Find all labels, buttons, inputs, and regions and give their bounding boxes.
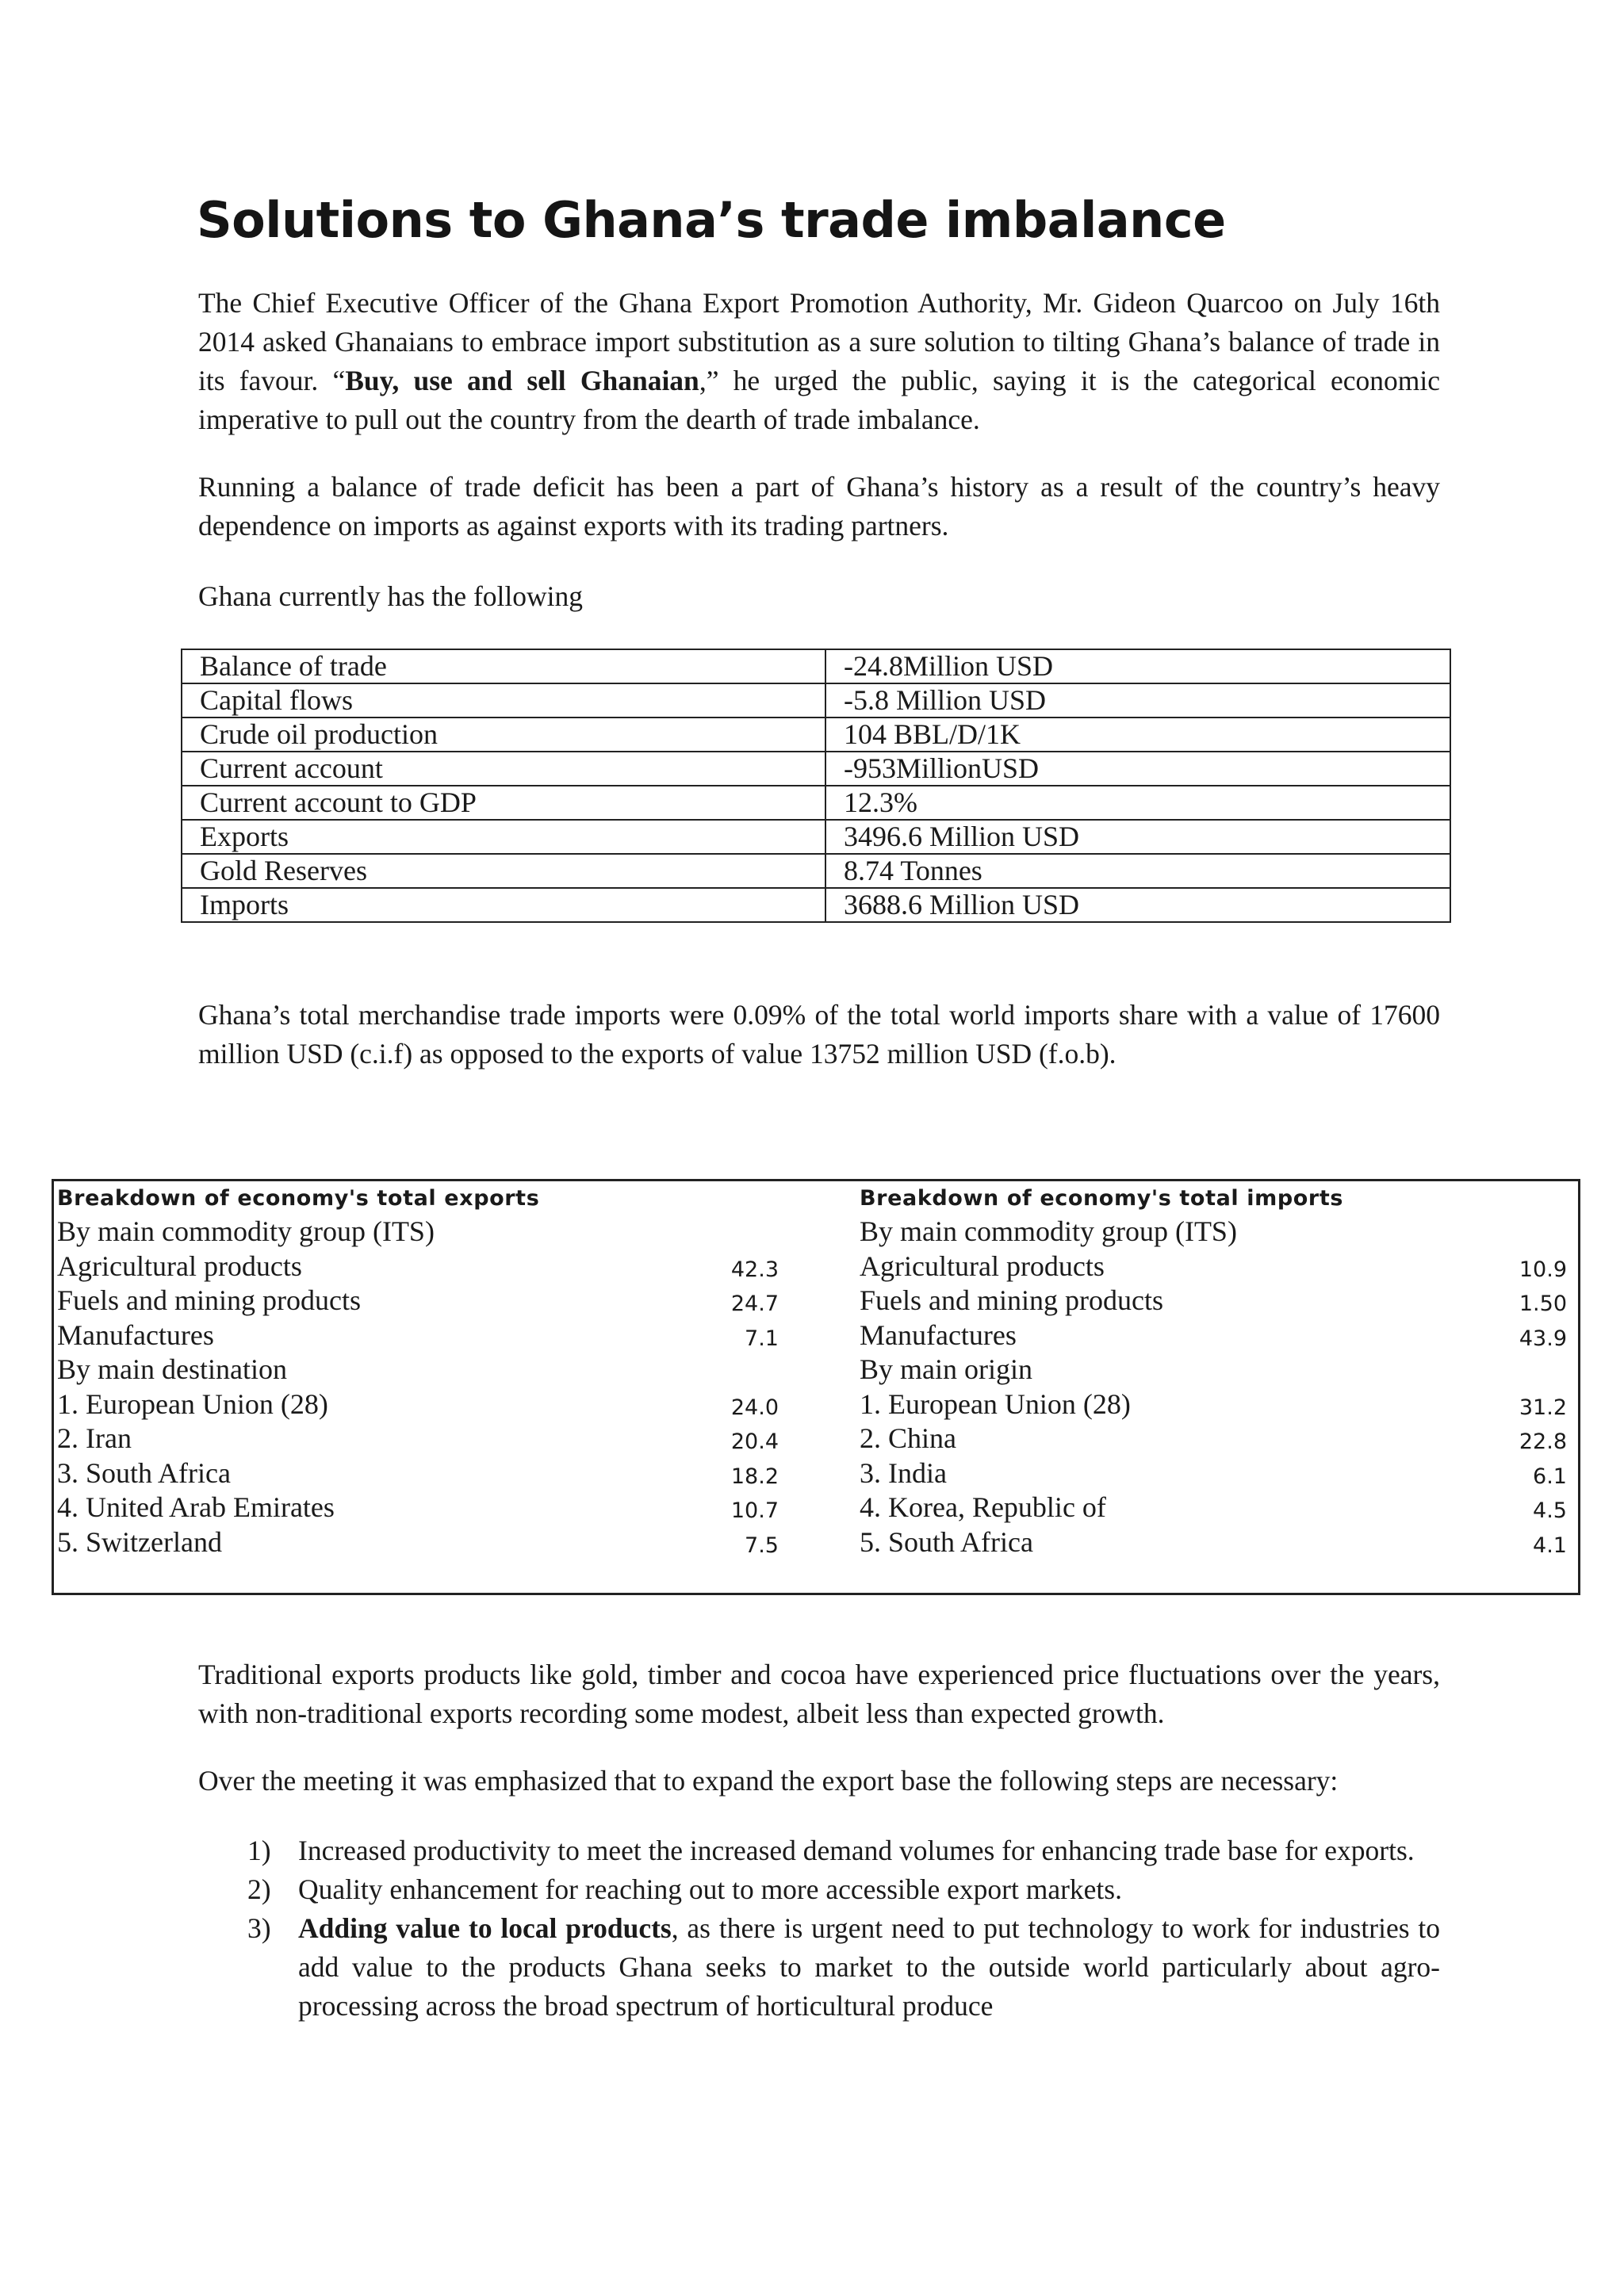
step-text: , as there is urgent need to put technology to work for industries to add value to the products Ghana seeks to market to the outside world particularly about agro-processing across the broad spectrum of horticultural produce <box>298 1912 1440 2022</box>
row-value: 18.2 <box>730 1464 779 1489</box>
list-item <box>57 1422 779 1456</box>
list-item <box>57 1215 779 1249</box>
indicator-label: Imports <box>182 888 825 922</box>
list-item <box>198 1909 1440 2026</box>
row-value: 24.7 <box>730 1292 779 1316</box>
row-label: 3. India <box>860 1456 947 1489</box>
row-label: By main commodity group (ITS) <box>57 1215 435 1247</box>
deficit-paragraph: Running a balance of trade deficit has been a part of Ghana’s history as a result of the country’s heavy dependence on imports as against exports with its trading partners. <box>198 471 1440 541</box>
table-row <box>182 649 1450 683</box>
row-value: 7.1 <box>745 1326 779 1351</box>
row-value: 20.4 <box>730 1429 779 1454</box>
list-item <box>860 1525 1567 1560</box>
intro-text-before: The Chief Executive Officer of the Ghana Export Promotion Authority, Mr. Gideon Quarcoo on July 16th 2014 asked Ghanaians to embrace import substitution as a sure solution to tilting Ghana’s balance of trade in its favour. “ <box>198 287 1440 396</box>
row-value: 4.5 <box>1533 1498 1567 1523</box>
row-label: By main destination <box>57 1353 287 1385</box>
step-text: Increased productivity to meet the increased demand volumes for enhancing trade base for exports. <box>298 1835 1415 1866</box>
list-item <box>57 1387 779 1422</box>
table-row <box>182 752 1450 786</box>
row-value: 10.7 <box>730 1498 779 1523</box>
row-label: 1. European Union (28) <box>57 1387 328 1420</box>
indicator-value: 8.74 Tonnes <box>825 854 1450 888</box>
list-item <box>860 1456 1567 1491</box>
list-item <box>57 1525 779 1560</box>
indicator-label: Gold Reserves <box>182 854 825 888</box>
indicator-label: Current account to GDP <box>182 786 825 820</box>
row-value: 24.0 <box>730 1395 779 1420</box>
table-row <box>182 786 1450 820</box>
row-label: 2. Iran <box>57 1422 132 1454</box>
list-item <box>860 1353 1567 1387</box>
indicator-value: 3496.6 Million USD <box>825 820 1450 854</box>
row-label: 2. China <box>860 1422 956 1454</box>
list-item <box>57 1318 779 1353</box>
list-item <box>198 1831 1440 1870</box>
step-text: Quality enhancement for reaching out to more accessible export markets. <box>298 1873 1122 1905</box>
row-value: 4.1 <box>1533 1533 1567 1558</box>
list-item <box>860 1422 1567 1456</box>
table-row <box>182 820 1450 854</box>
list-item <box>860 1490 1567 1525</box>
row-value: 6.1 <box>1533 1464 1567 1489</box>
indicator-label: Capital flows <box>182 683 825 718</box>
traditional-exports-paragraph: Traditional exports products like gold, timber and cocoa have experienced price fluctuations over the years, with non-traditional exports recording some modest, albeit less than expected growth. <box>198 1659 1440 1729</box>
intro-paragraph <box>198 284 1440 439</box>
row-value: 22.8 <box>1519 1429 1567 1454</box>
currently-paragraph: Ghana currently has the following <box>198 580 584 612</box>
step-number: 2) <box>247 1873 271 1905</box>
row-label: Agricultural products <box>860 1249 1105 1282</box>
list-item <box>860 1249 1567 1284</box>
export-steps-list <box>198 1831 1440 2026</box>
step-number: 3) <box>247 1912 271 1944</box>
row-label: Fuels and mining products <box>57 1284 361 1316</box>
row-label: By main origin <box>860 1353 1032 1385</box>
list-item <box>860 1284 1567 1318</box>
list-item <box>57 1353 779 1387</box>
list-item <box>198 1870 1440 1909</box>
row-value: 7.5 <box>745 1533 779 1558</box>
row-label: 5. Switzerland <box>57 1525 222 1558</box>
indicator-label: Balance of trade <box>182 649 825 683</box>
imports-breakdown <box>860 1181 1567 1559</box>
indicator-value: 104 BBL/D/1K <box>825 718 1450 752</box>
indicator-value: -953MillionUSD <box>825 752 1450 786</box>
row-value: 42.3 <box>730 1257 779 1282</box>
row-value: 1.50 <box>1519 1292 1567 1316</box>
list-item <box>57 1490 779 1525</box>
table-row <box>182 683 1450 718</box>
intro-text-after: ,” he urged the public, saying it is the categorical economic imperative to pull out the country from the dearth of trade imbalance. <box>198 365 1440 435</box>
exports-heading: Breakdown of economy's total exports <box>57 1186 540 1211</box>
indicator-value: -24.8Million USD <box>825 649 1450 683</box>
indicator-label: Current account <box>182 752 825 786</box>
row-label: 4. Korea, Republic of <box>860 1491 1106 1523</box>
table-row <box>182 718 1450 752</box>
row-value: 43.9 <box>1519 1326 1567 1351</box>
economic-indicators-table <box>181 649 1451 923</box>
row-value: 31.2 <box>1519 1395 1567 1420</box>
row-label: 5. South Africa <box>860 1525 1033 1558</box>
slogan-text: Buy, use and sell Ghanaian <box>345 365 699 396</box>
row-label: Manufactures <box>57 1318 214 1351</box>
list-item <box>860 1318 1567 1353</box>
page-title: Solutions to Ghana’s trade imbalance <box>197 191 1226 249</box>
list-item <box>57 1456 779 1491</box>
table-row <box>182 854 1450 888</box>
indicator-value: 3688.6 Million USD <box>825 888 1450 922</box>
row-label: 1. European Union (28) <box>860 1387 1131 1420</box>
indicator-label: Crude oil production <box>182 718 825 752</box>
row-label: Fuels and mining products <box>860 1284 1163 1316</box>
row-label: Manufactures <box>860 1318 1017 1351</box>
list-item <box>57 1249 779 1284</box>
indicator-value: -5.8 Million USD <box>825 683 1450 718</box>
exports-breakdown <box>57 1181 779 1559</box>
row-label: By main commodity group (ITS) <box>860 1215 1237 1247</box>
step-number: 1) <box>247 1835 271 1866</box>
imports-heading: Breakdown of economy's total imports <box>860 1186 1344 1211</box>
list-item <box>860 1215 1567 1249</box>
indicator-value: 12.3% <box>825 786 1450 820</box>
trade-breakdown-box <box>52 1179 1580 1595</box>
list-item <box>860 1387 1567 1422</box>
indicator-label: Exports <box>182 820 825 854</box>
merchandise-paragraph: Ghana’s total merchandise trade imports were 0.09% of the total world imports share with a value of 17600 million USD (c.i.f) as opposed to the exports of value 13752 million USD (f.o.b). <box>198 999 1440 1070</box>
row-label: 4. United Arab Emirates <box>57 1491 335 1523</box>
row-label: 3. South Africa <box>57 1456 231 1489</box>
table-row <box>182 888 1450 922</box>
row-value: 10.9 <box>1519 1257 1567 1282</box>
meeting-paragraph: Over the meeting it was emphasized that to expand the export base the following steps are necessary: <box>198 1765 1339 1797</box>
list-item <box>57 1284 779 1318</box>
step-bold-text: Adding value to local products <box>298 1912 672 1944</box>
row-label: Agricultural products <box>57 1249 302 1282</box>
